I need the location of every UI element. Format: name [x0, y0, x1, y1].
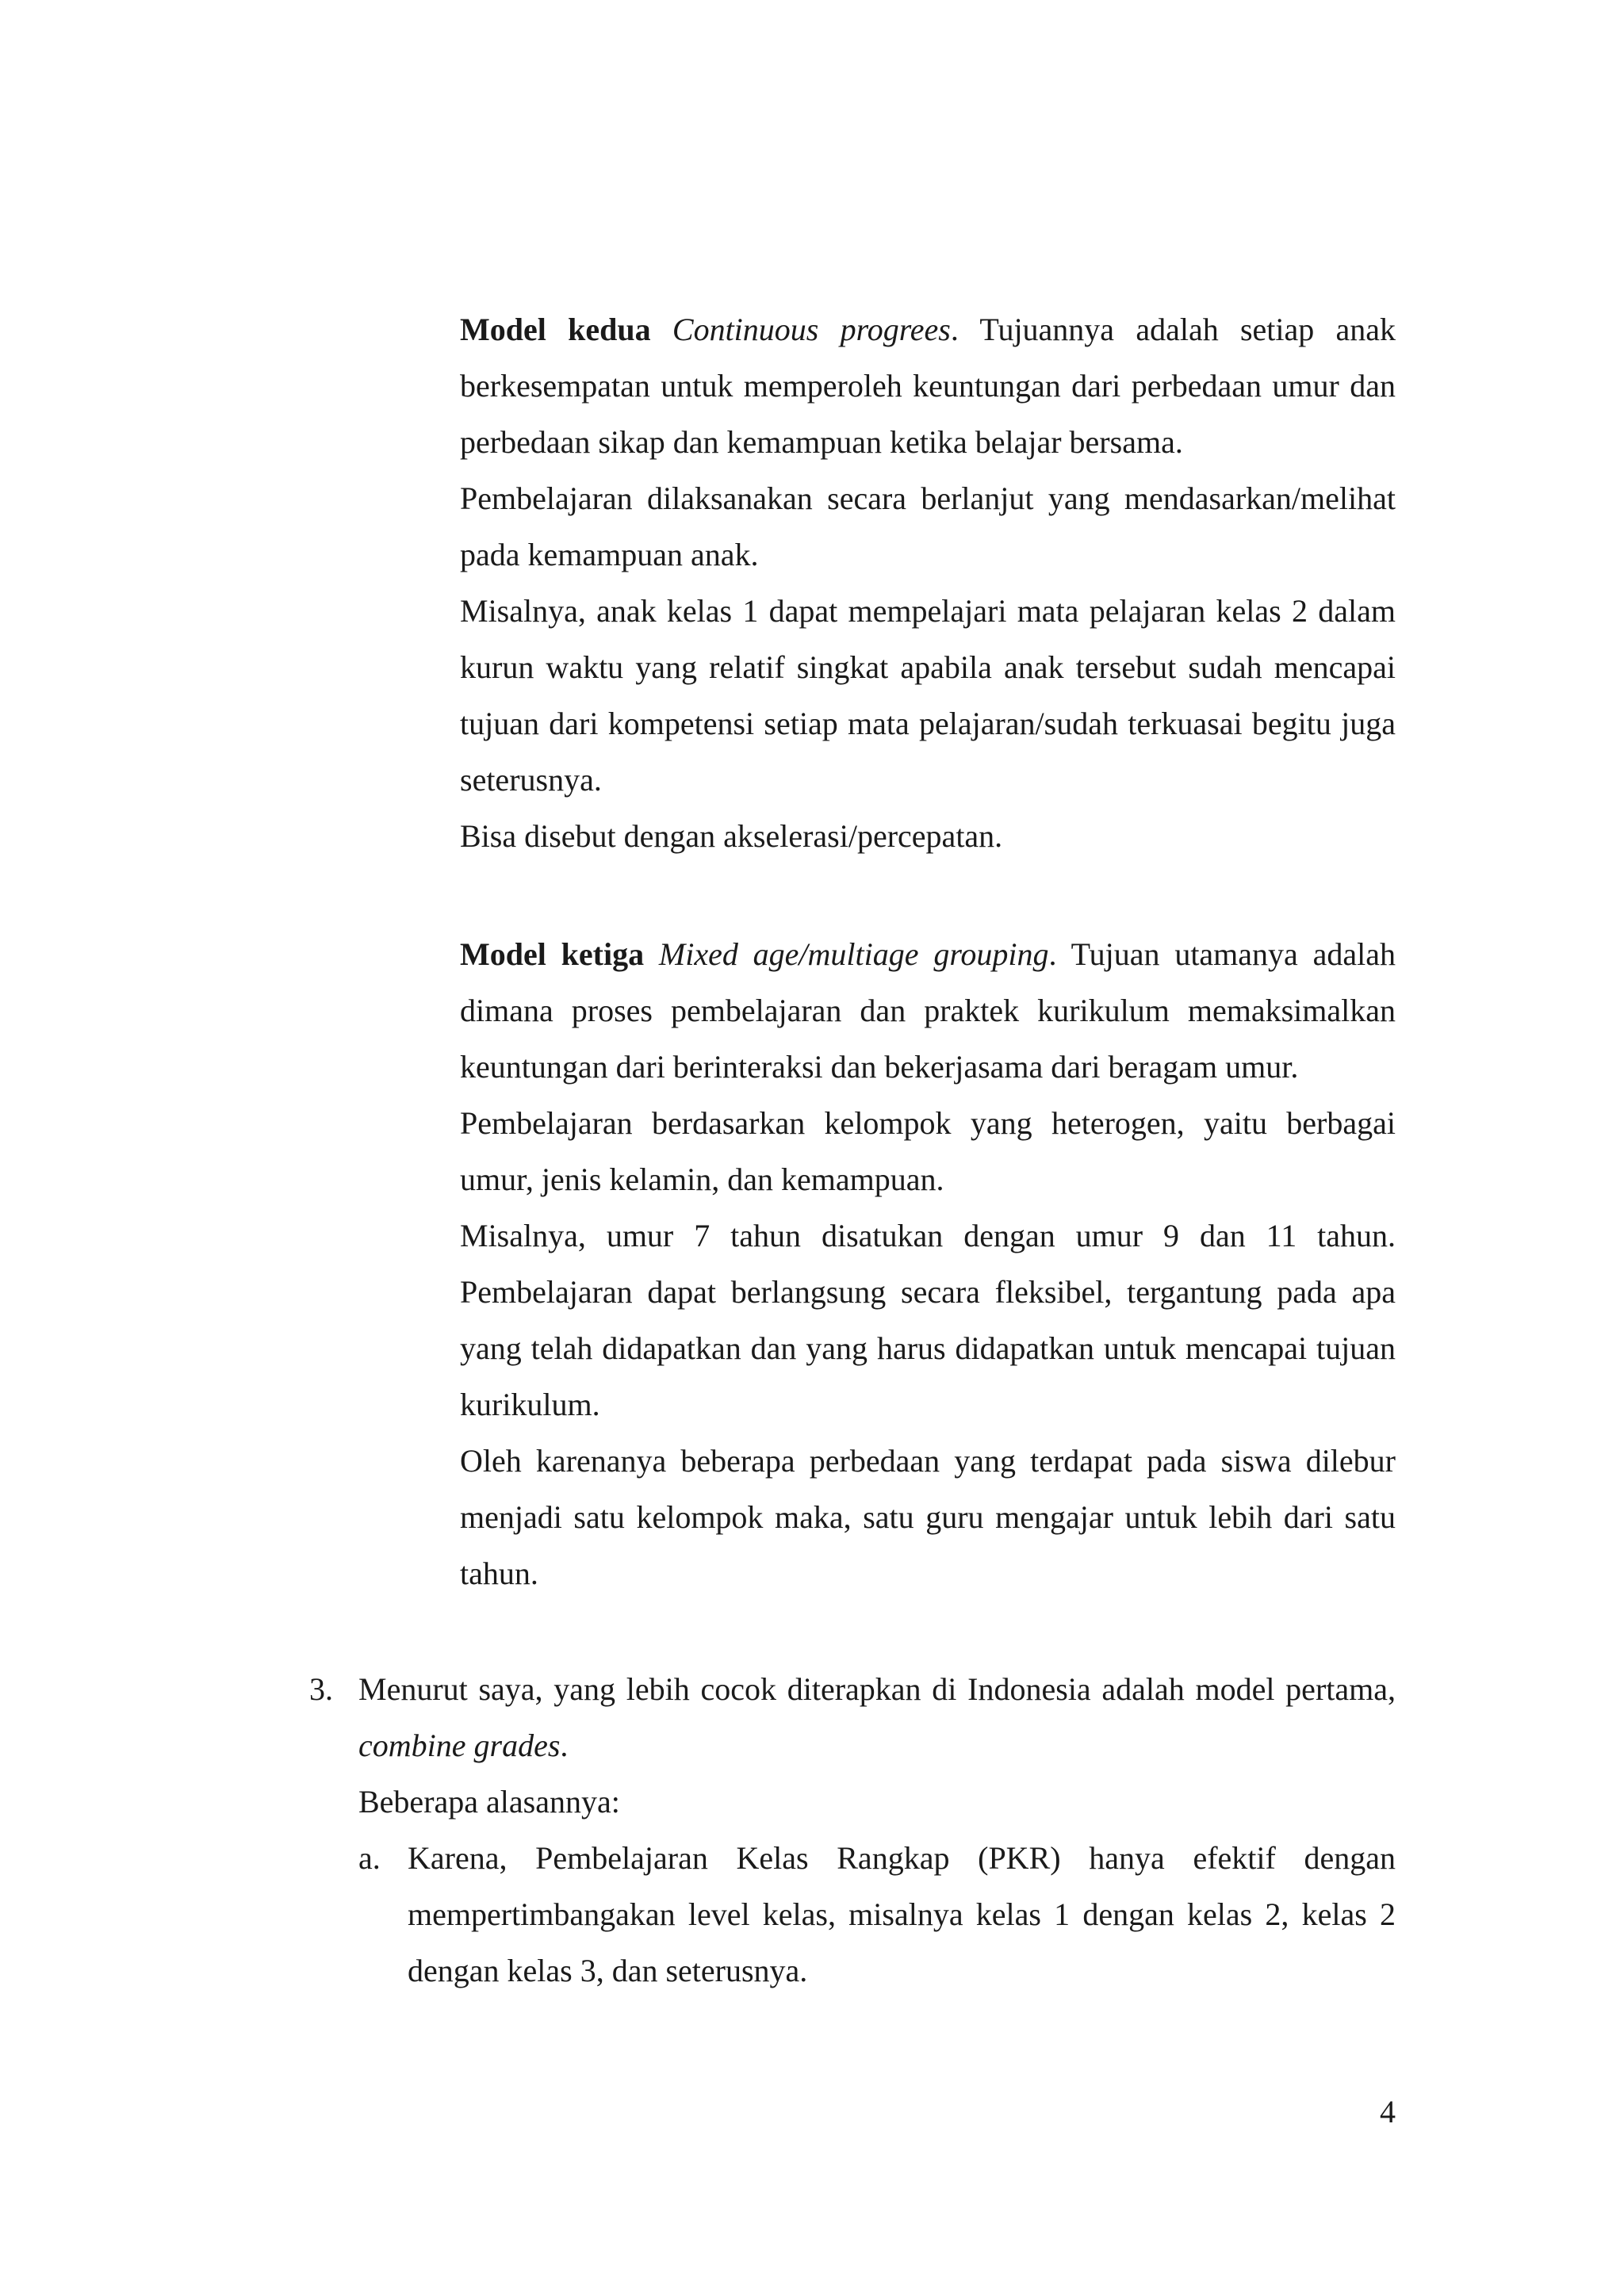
page-number: 4 [1380, 2094, 1396, 2130]
sub-item-a-text: Karena, Pembelajaran Kelas Rangkap (PKR) hanya efektif dengan mempertimbangakan level kelas, misalnya kelas 1 dengan kelas 2, kelas 2 dengan kelas 3, dan seterusnya. [408, 1840, 1396, 1988]
item-3-body [358, 1661, 1396, 1999]
model-ketiga-paragraph-3: Misalnya, umur 7 tahun disatukan dengan umur 9 dan 11 tahun. Pembelajaran dapat berlangsung secara fleksibel, tergantung pada apa yang telah didapatkan dan yang harus didapatkan untuk mencapai tujuan kurikulum. [460, 1218, 1396, 1422]
model-ketiga-intro [460, 926, 1396, 1095]
model-ketiga-intro-text: . Tujuan utamanya adalah dimana proses pembelajaran dan praktek kurikulum memaksimalkan keuntungan dari berinteraksi dan bekerjasama dari beragam umur. [460, 936, 1396, 1085]
numbered-item-3 [309, 1661, 1396, 1999]
model-ketiga-label: Model ketiga [460, 936, 645, 972]
model-kedua-paragraph-2: Pembelajaran dilaksanakan secara berlanjut yang mendasarkan/melihat pada kemampuan anak. [460, 480, 1396, 572]
model-ketiga-paragraph-2: Pembelajaran berdasarkan kelompok yang heterogen, yaitu berbagai umur, jenis kelamin, dan kemampuan. [460, 1105, 1396, 1197]
item-3-text [358, 1661, 1396, 1774]
model-kedua-name: Continuous progrees [672, 312, 951, 347]
item-3-emphasis: combine grades [358, 1728, 561, 1763]
model-kedua-intro-text: . Tujuannya adalah setiap anak berkesempatan untuk memperoleh keuntungan dari perbedaan umur dan perbedaan sikap dan kemampuan ketika belajar bersama. [460, 312, 1396, 460]
model-kedua-label: Model kedua [460, 312, 651, 347]
item-3-text-before: Menurut saya, yang lebih cocok diterapkan di Indonesia adalah model pertama, [358, 1671, 1396, 1707]
model-kedua-paragraph-4: Bisa disebut dengan akselerasi/percepatan. [460, 818, 1003, 854]
model-kedua-section [460, 301, 1396, 864]
model-ketiga-section [460, 926, 1396, 1601]
item-3-number: 3. [309, 1671, 333, 1707]
model-kedua-paragraph-3: Misalnya, anak kelas 1 dapat mempelajari mata pelajaran kelas 2 dalam kurun waktu yang relatif singkat apabila anak tersebut sudah mencapai tujuan dari kompetensi setiap mata pelajaran/sudah terkuasai begitu juga seterusnya. [460, 593, 1396, 798]
model-ketiga-name: Mixed age/multiage grouping [658, 936, 1049, 972]
sub-item-a [358, 1830, 1396, 1999]
item-3-text-after: . [560, 1728, 569, 1763]
sub-item-a-marker: a. [358, 1840, 381, 1876]
model-ketiga-paragraph-4: Oleh karenanya beberapa perbedaan yang terdapat pada siswa dilebur menjadi satu kelompok maka, satu guru mengajar untuk lebih dari satu tahun. [460, 1443, 1396, 1591]
model-kedua-intro [460, 301, 1396, 470]
reasons-label: Beberapa alasannya: [358, 1784, 620, 1820]
